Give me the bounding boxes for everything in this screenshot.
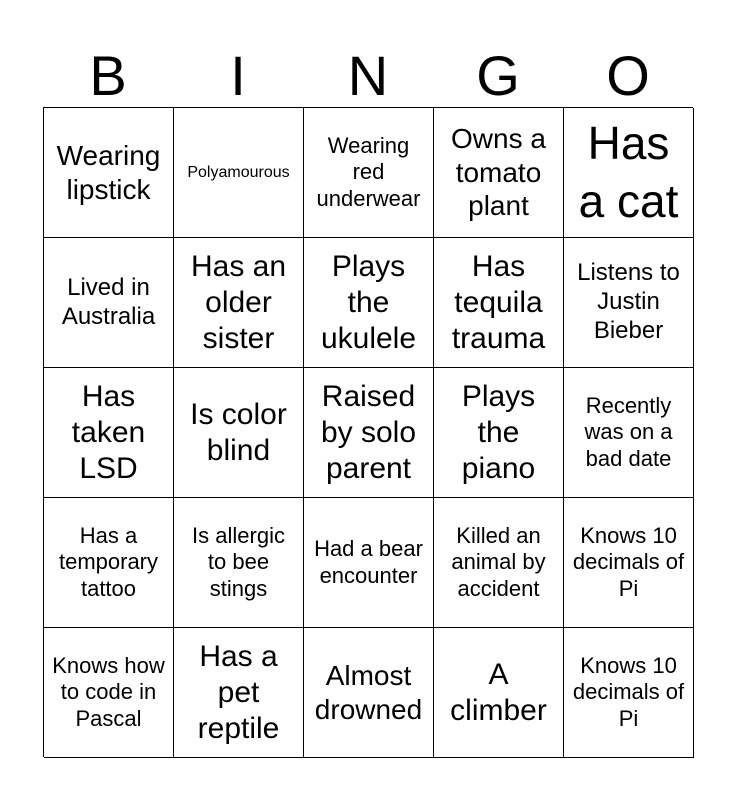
cell-text: Owns a tomato plant xyxy=(451,123,546,222)
bingo-cell-r2-c1[interactable] xyxy=(44,238,174,368)
bingo-cell-r3-c5[interactable] xyxy=(564,368,694,498)
bingo-cell-r1-c1[interactable] xyxy=(44,108,174,238)
bingo-cell-r5-c4[interactable] xyxy=(434,628,564,758)
bingo-cell-r5-c2[interactable] xyxy=(174,628,304,758)
cell-text: Has a temporary tattoo xyxy=(58,522,159,601)
bingo-cell-r1-c3[interactable] xyxy=(304,108,434,238)
cell-text: Wearing lipstick xyxy=(56,139,161,205)
bingo-cell-r2-c4[interactable] xyxy=(434,238,564,368)
cell-text: Almost drowned xyxy=(314,659,423,725)
cell-text: Polyamourous xyxy=(187,163,290,181)
cell-text: Has tequila trauma xyxy=(451,249,546,355)
bingo-cell-r3-c1[interactable] xyxy=(44,368,174,498)
cell-text: Lived in Australia xyxy=(61,273,156,330)
header-letter-b: B xyxy=(89,44,127,107)
bingo-header xyxy=(43,44,693,108)
cell-text: Has a cat xyxy=(578,117,679,227)
bingo-cell-r1-c2[interactable] xyxy=(174,108,304,238)
bingo-board xyxy=(43,107,693,757)
bingo-cell-r2-c5[interactable] xyxy=(564,238,694,368)
cell-text: Knows 10 decimals of Pi xyxy=(572,522,685,601)
cell-text: Plays the ukulele xyxy=(320,249,417,355)
cell-text: Is color blind xyxy=(190,397,287,467)
header-letter-n: N xyxy=(347,44,389,107)
cell-text: Listens to Justin Bieber xyxy=(577,259,680,344)
cell-text: Has a pet reptile xyxy=(197,639,280,745)
cell-text: Had a bear encounter xyxy=(314,536,423,588)
cell-text: Raised by solo parent xyxy=(320,379,417,485)
header-letter-i: I xyxy=(230,44,246,107)
bingo-cell-r2-c2[interactable] xyxy=(174,238,304,368)
cell-text: Wearing red underwear xyxy=(316,132,421,211)
bingo-cell-r5-c5[interactable] xyxy=(564,628,694,758)
bingo-cell-r5-c3[interactable] xyxy=(304,628,434,758)
header-letter-o: O xyxy=(606,44,650,107)
cell-text: Knows how to code in Pascal xyxy=(52,652,165,731)
bingo-cell-r3-c3[interactable] xyxy=(304,368,434,498)
bingo-cell-r4-c4[interactable] xyxy=(434,498,564,628)
cell-text: A climber xyxy=(450,657,547,727)
cell-text: Plays the piano xyxy=(461,379,536,485)
bingo-cell-r3-c2[interactable] xyxy=(174,368,304,498)
cell-text: Has taken LSD xyxy=(71,379,146,485)
cell-text: Recently was on a bad date xyxy=(584,392,673,471)
bingo-cell-r2-c3[interactable] xyxy=(304,238,434,368)
bingo-cell-r1-c4[interactable] xyxy=(434,108,564,238)
bingo-cell-r3-c4[interactable] xyxy=(434,368,564,498)
cell-text: Killed an animal by accident xyxy=(451,522,546,601)
cell-text: Is allergic to bee stings xyxy=(192,522,285,601)
bingo-cell-r4-c1[interactable] xyxy=(44,498,174,628)
cell-text: Knows 10 decimals of Pi xyxy=(572,652,685,731)
cell-text: Has an older sister xyxy=(190,249,287,355)
bingo-cell-r5-c1[interactable] xyxy=(44,628,174,758)
bingo-cell-r4-c5[interactable] xyxy=(564,498,694,628)
bingo-cell-r4-c3[interactable] xyxy=(304,498,434,628)
bingo-cell-r4-c2[interactable] xyxy=(174,498,304,628)
header-letter-g: G xyxy=(476,44,520,107)
bingo-cell-r1-c5[interactable] xyxy=(564,108,694,238)
